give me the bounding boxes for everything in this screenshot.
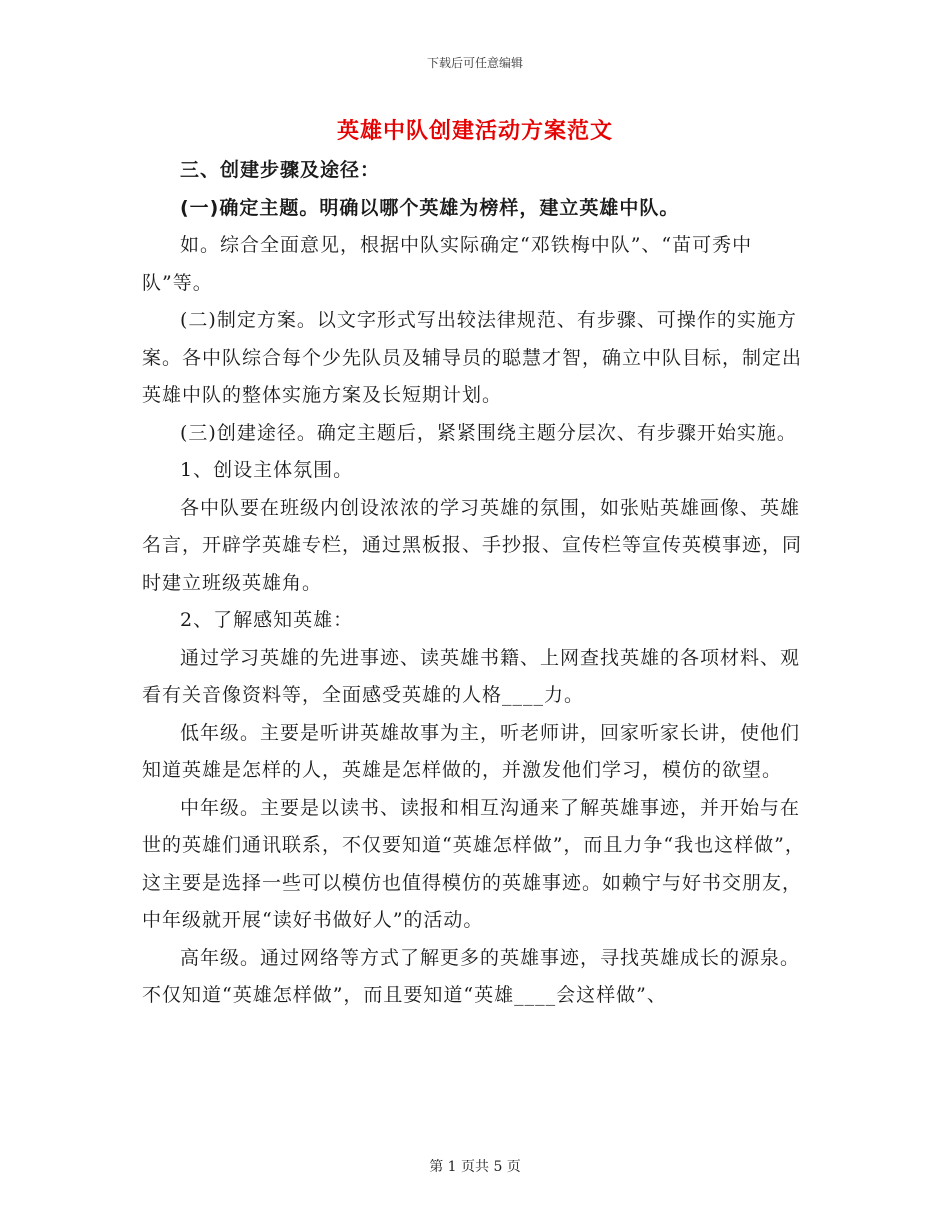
paragraph: 高年级。通过网络等方式了解更多的英雄事迹，寻找英雄成长的源泉。不仅知道“英雄怎样做”，而且要知道“英雄____会这样做”、: [142, 946, 801, 1006]
paragraph: 2、了解感知英雄：: [180, 609, 354, 631]
document-title: 英雄中队创建活动方案范文: [336, 118, 613, 144]
paragraph: (三)创建途径。确定主题后，紧紧围绕主题分层次、有步骤开始实施。: [180, 421, 797, 444]
header-note: 下载后可任意编辑: [426, 56, 523, 70]
document-body: [142, 152, 807, 1015]
paragraph: 各中队要在班级内创设浓浓的学习英雄的氛围，如张贴英雄画像、英雄名言，开辟学英雄专栏，通过黑板报、手抄报、宣传栏等宣传英模事迹，同时建立班级英雄角。: [142, 496, 803, 594]
paragraph: 中年级。主要是以读书、读报和相互沟通来了解英雄事迹，并开始与在世的英雄们通讯联系，不仅要知道“英雄怎样做”，而且力争“我也这样做”，这主要是选择一些可以模仿也值得模仿的英雄事迹。如赖宁与好书交朋友，中年级就开展“读好书做好人”的活动。: [142, 796, 805, 931]
paragraph: 低年级。主要是听讲英雄故事为主，听老师讲，回家听家长讲，使他们知道英雄是怎样的人，英雄是怎样做的，并激发他们学习，模仿的欲望。: [142, 721, 801, 781]
paragraph: 三、创建步骤及途径：: [180, 159, 381, 181]
paragraph: (一)确定主题。明确以哪个英雄为榜样，建立英雄中队。: [180, 196, 680, 219]
paragraph: 通过学习英雄的先进事迹、读英雄书籍、上网查找英雄的各项材料、观看有关音像资料等，全面感受英雄的人格____力。: [142, 646, 801, 706]
paragraph: 如。综合全面意见，根据中队实际确定“邓铁梅中队”、“苗可秀中队”等。: [142, 234, 753, 294]
paragraph: (二)制定方案。以文字形式写出较法律规范、有步骤、可操作的实施方案。各中队综合每个少先队员及辅导员的聪慧才智，确立中队目标，制定出英雄中队的整体实施方案及长短期计划。: [142, 309, 803, 406]
paragraph: 1、创设主体氛围。: [180, 459, 354, 481]
page-number: 第 1 页共 5 页: [429, 1159, 521, 1175]
